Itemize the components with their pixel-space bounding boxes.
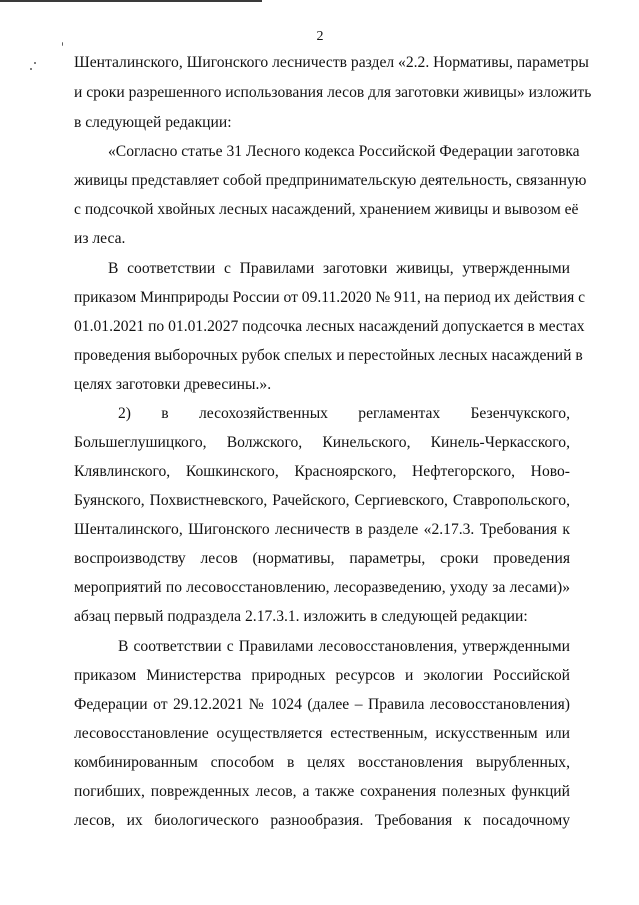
text-line: приказом Министерства природных ресурсов и экологии Российской [74,667,570,684]
text-line: с подсочкой хвойных лесных насаждений, хранением живицы и вывозом её [74,201,579,218]
text-line: лесов, их биологического разнообразия. Требования к посадочному [74,812,570,829]
text-line: 2) в лесохозяйственных регламентах Безенчукского, [118,405,570,422]
scan-speck [30,68,32,70]
text-line: целях заготовки древесины.». [74,376,272,393]
text-line: лесовосстановление осуществляется естественным, искусственным или [74,725,570,742]
text-line: 01.01.2021 по 01.01.2027 подсочка лесных насаждений допускается в местах [74,318,585,335]
scan-speck [62,42,63,46]
text-line: погибших, поврежденных лесов, а также сохранения полезных функций [74,783,570,800]
text-line: приказом Минприроды России от 09.11.2020 № 911, на период их действия с [74,289,586,306]
text-line: Федерации от 29.12.2021 № 1024 (далее – Правила лесовосстановления) [74,696,570,713]
scan-edge-line [0,0,262,2]
text-line: в следующей редакции: [74,114,232,131]
text-line: из леса. [74,230,126,247]
text-line: В соответствии с Правилами заготовки живицы, утвержденными [108,260,570,277]
page-number: 2 [316,29,324,44]
text-line: В соответствии с Правилами лесовосстановления, утвержденными [118,638,570,655]
text-line: Клявлинского, Кошкинского, Красноярского, Нефтегорского, Ново- [74,463,570,480]
text-line: Шенталинского, Шигонского лесничеств в разделе «2.17.3. Требования к [74,521,570,538]
text-line: Буянского, Похвистневского, Рачейского, Сергиевского, Ставропольского, [74,492,570,509]
text-line: воспроизводству лесов (нормативы, параметры, сроки проведения [74,550,570,567]
text-line: проведения выборочных рубок спелых и перестойных лесных насаждений в [74,347,583,364]
text-line: комбинированным способом в целях восстановления вырубленных, [74,754,570,771]
text-line: Шенталинского, Шигонского лесничеств раздел «2.2. Нормативы, параметры [74,54,589,71]
text-line: «Согласно статье 31 Лесного кодекса Российской Федерации заготовка [108,143,580,160]
text-line: живицы представляет собой предпринимательскую деятельность, связанную [74,172,587,189]
text-line: Большеглушицкого, Волжского, Кинельского, Кинель-Черкасского, [74,434,570,451]
text-line: абзац первый подраздела 2.17.3.1. изложить в следующей редакции: [74,608,528,625]
text-line: мероприятий по лесовосстановлению, лесоразведению, уходу за лесами)» [74,579,570,596]
text-line: и сроки разрешенного использования лесов для заготовки живицы» изложить [74,84,592,101]
scan-speck [34,62,36,64]
